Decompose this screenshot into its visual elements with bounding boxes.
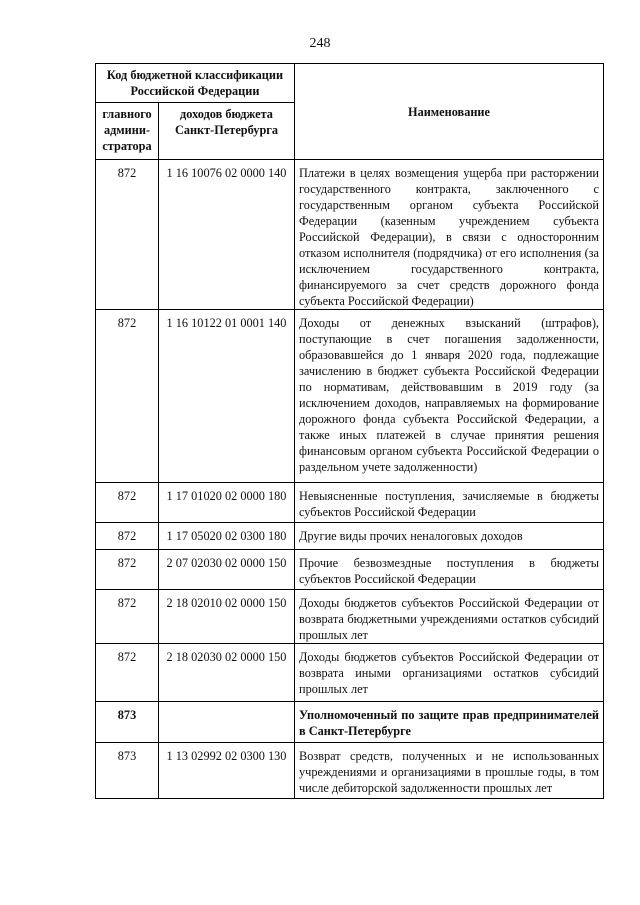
admin-code-cell: 872 — [96, 550, 159, 590]
income-code-cell: 2 18 02010 02 0000 150 — [159, 590, 295, 644]
budget-classification-table — [95, 63, 604, 799]
admin-code-cell: 872 — [96, 310, 159, 483]
page-number: 248 — [309, 36, 331, 51]
header-group-classification: Код бюджетной классификации Российской Федерации — [96, 64, 295, 103]
table-row — [96, 523, 604, 550]
table-row — [96, 550, 604, 590]
name-cell: Платежи в целях возмещения ущерба при расторжении государственного контракта, заключенного с государственным органом субъекта Российской Федерации (казенным учреждением субъекта Российской Федерации), в связи с односторонним отказом исполнителя (подрядчика) от его исполнения (за исключением государственного контракта, финансируемого за счет средств дорожного фонда субъекта Российской Федерации) — [295, 160, 604, 310]
admin-code-cell: 872 — [96, 483, 159, 523]
table-row-section — [96, 702, 604, 743]
table-row — [96, 483, 604, 523]
table-row — [96, 310, 604, 483]
income-code-cell: 1 13 02992 02 0300 130 — [159, 743, 295, 799]
name-cell: Невыясненные поступления, зачисляемые в бюджеты субъектов Российской Федерации — [295, 483, 604, 523]
income-code-cell — [159, 702, 295, 743]
income-code-cell: 1 16 10076 02 0000 140 — [159, 160, 295, 310]
name-cell: Доходы бюджетов субъектов Российской Федерации от возврата бюджетными учреждениями остатков субсидий прошлых лет — [295, 590, 604, 644]
income-code-cell: 1 16 10122 01 0001 140 — [159, 310, 295, 483]
table-row — [96, 160, 604, 310]
income-code-cell: 1 17 01020 02 0000 180 — [159, 483, 295, 523]
admin-code-cell: 873 — [96, 702, 159, 743]
name-cell: Возврат средств, полученных и не использованных учреждениями и организациями в прошлые годы, в том числе дебиторской задолженности прошлых лет — [295, 743, 604, 799]
table-header — [96, 64, 604, 160]
name-cell: Доходы бюджетов субъектов Российской Федерации от возврата иными организациями остатков субсидий прошлых лет — [295, 644, 604, 702]
header-name: Наименование — [295, 64, 604, 160]
admin-code-cell: 872 — [96, 160, 159, 310]
name-cell: Прочие безвозмездные поступления в бюджеты субъектов Российской Федерации — [295, 550, 604, 590]
name-cell: Уполномоченный по защите прав предпринимателей в Санкт-Петербурге — [295, 702, 604, 743]
header-admin: главного админи-стратора — [96, 103, 159, 160]
admin-code-cell: 873 — [96, 743, 159, 799]
admin-code-cell: 872 — [96, 590, 159, 644]
table-row — [96, 644, 604, 702]
header-income: доходов бюджета Санкт-Петербурга — [159, 103, 295, 160]
admin-code-cell: 872 — [96, 523, 159, 550]
income-code-cell: 2 18 02030 02 0000 150 — [159, 644, 295, 702]
name-cell: Другие виды прочих неналоговых доходов — [295, 523, 604, 550]
admin-code-cell: 872 — [96, 644, 159, 702]
table-row — [96, 590, 604, 644]
name-cell: Доходы от денежных взысканий (штрафов), поступающие в счет погашения задолженности, образовавшейся до 1 января 2020 года, подлежащие зачислению в бюджет субъекта Российской Федерации по нормативам, действовавшим в 2019 году (за исключением доходов, направляемых на формирование дорожного фонда субъекта Российской Федерации, а также иных платежей в случае принятия решения финансовым органом субъекта Российской Федерации о раздельном учете задолженности) — [295, 310, 604, 483]
income-code-cell: 2 07 02030 02 0000 150 — [159, 550, 295, 590]
table-row — [96, 743, 604, 799]
income-code-cell: 1 17 05020 02 0300 180 — [159, 523, 295, 550]
